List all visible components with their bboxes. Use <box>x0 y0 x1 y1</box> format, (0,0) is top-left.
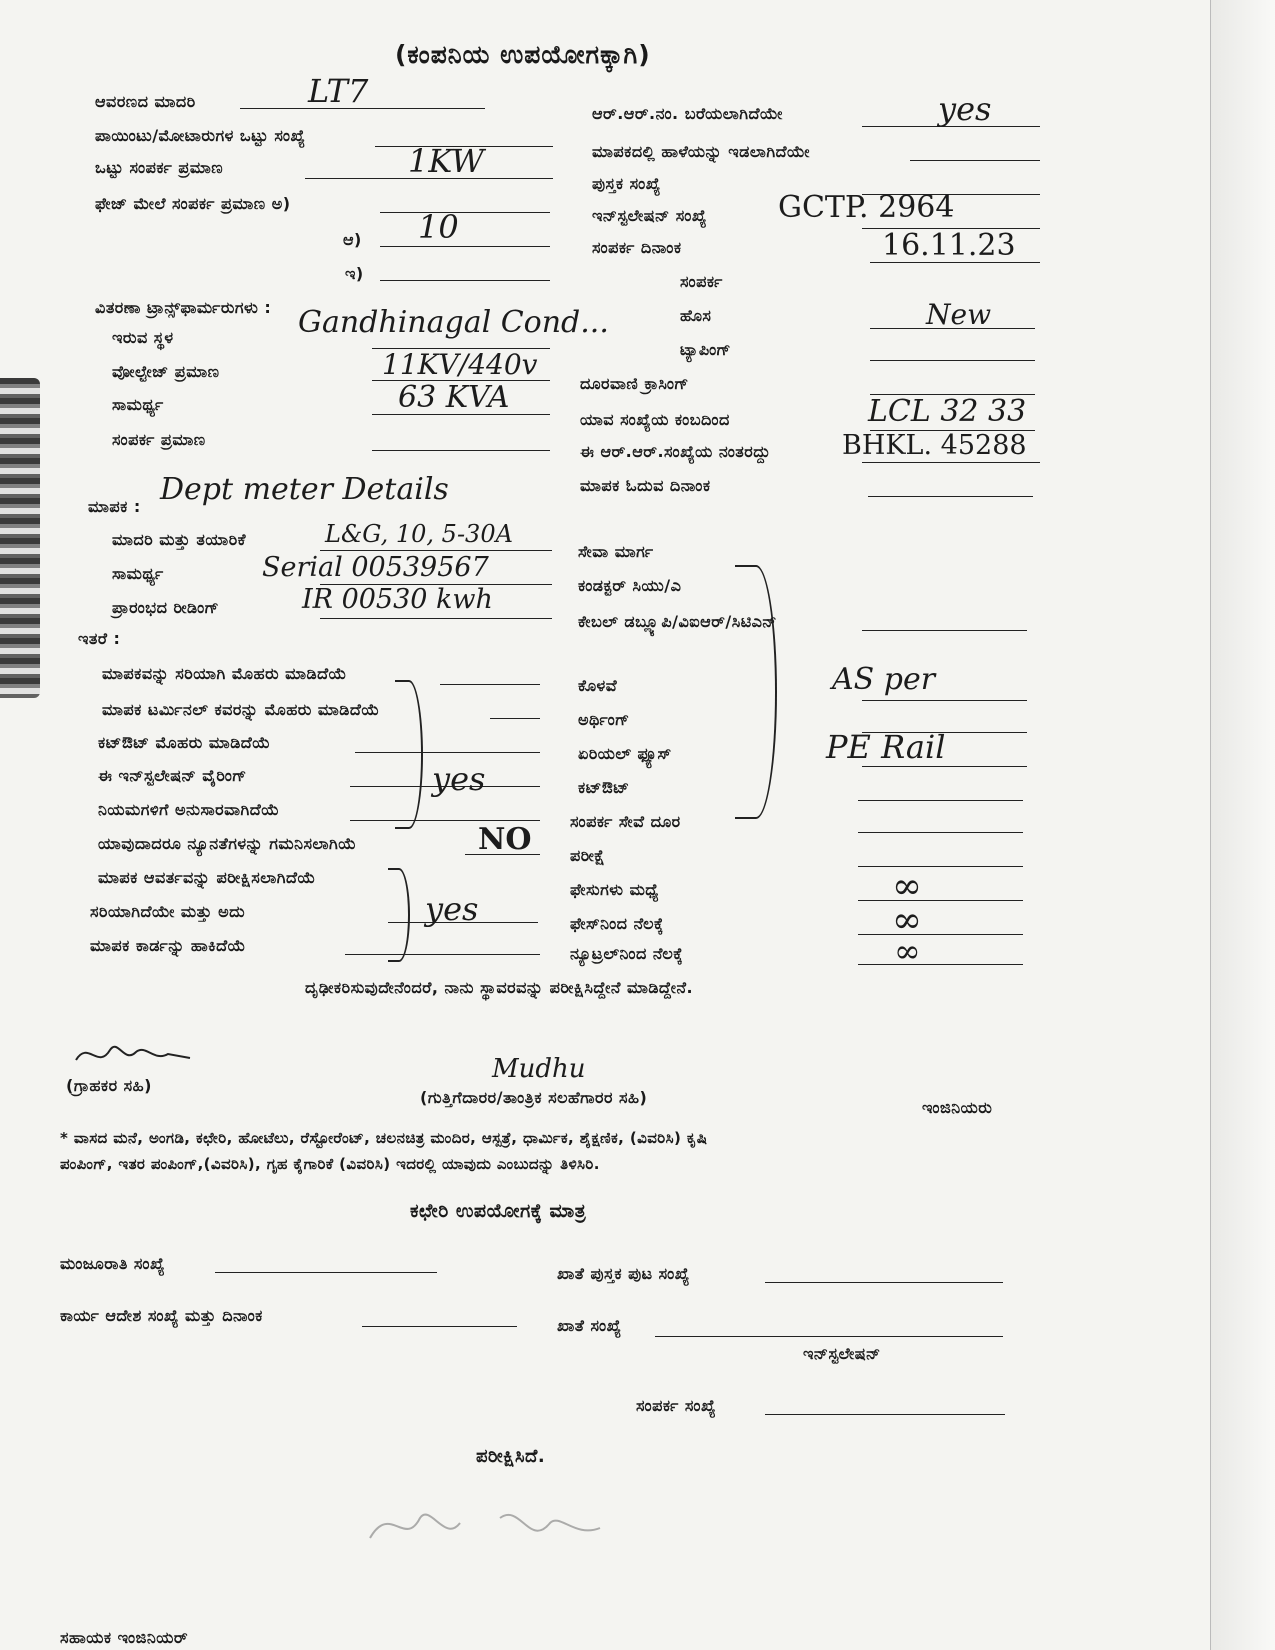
hw-avarana: LT7 <box>308 72 369 110</box>
line-phase-earth <box>858 934 1023 935</box>
label-earthing: ಅರ್ಥಿಂಗ್ <box>578 710 630 729</box>
footnote-line2: ಪಂಪಿಂಗ್, ಇತರ ಪಂಪಿಂಗ್,(ವಿವರಿಸಿ), ಗೃಹ ಕೈಗಾರಿಕೆ (ವಿವರಿಸಿ) ಇದರಲ್ಲಿ ಯಾವುದು ಎಂಬುದನ್ನು ತಿಳಿಸಿರಿ. <box>60 1155 600 1173</box>
label-pole-no: ಯಾವ ಸಂಖ್ಯೆಯ ಕಂಬದಿಂದ <box>580 410 730 429</box>
label-q2: ಮಾಪಕ ಟರ್ಮಿನಲ್ ಕವರನ್ನು ಮೊಹರು ಮಾಡಿದೆಯೆ <box>102 700 380 719</box>
label-phase-aa: ಆ) <box>343 230 362 249</box>
label-sanction-no: ಮಂಜೂರಾತಿ ಸಂಖ್ಯೆ <box>60 1254 166 1273</box>
hw-after-rr: BHKL. 45288 <box>842 430 1027 461</box>
label-ledger-page: ಖಾತೆ ಪುಸ್ತಕ ಪುಟ ಸಂಖ್ಯೆ <box>557 1264 690 1283</box>
label-page-register: ಮಾಪಕದಲ್ಲಿ ಹಾಳೆಯನ್ನು ಇಡಲಾಗಿದೆಯೇ <box>592 142 810 161</box>
line-capacity <box>372 414 550 415</box>
label-phase-load: ಫೇಜ್ ಮೇಲೆ ಸಂಪರ್ಕ ಪ್ರಮಾಣ ಅ) <box>95 194 291 213</box>
hw-infinity-1: ∞ <box>892 866 922 907</box>
label-work-order: ಕಾರ್ಯ ಆದೇಶ ಸಂಖ್ಯೆ ಮತ್ತು ದಿನಾಂಕ <box>60 1306 263 1325</box>
hw-yes-group1: yes <box>432 760 486 798</box>
line-q5 <box>350 820 540 821</box>
label-q5: ನಿಯಮಗಳಿಗೆ ಅನುಸಾರವಾಗಿದೆಯೆ <box>98 800 280 819</box>
line-cable <box>862 630 1027 631</box>
hw-make: L&G, 10, 5-30A <box>325 520 513 548</box>
label-q1: ಮಾಪಕವನ್ನು ಸರಿಯಾಗಿ ಮೊಹರು ಮಾಡಿದೆಯೆ <box>102 664 347 683</box>
line-new <box>870 328 1035 329</box>
hw-capacity: 63 KVA <box>398 380 510 415</box>
hw-total-load: 1KW <box>408 142 485 180</box>
office-use-heading: ಕಛೇರಿ ಉಪಯೋಗಕ್ಕೆ ಮಾತ್ರ <box>410 1200 587 1222</box>
label-phase-earth: ಫೇಸ್‌ನಿಂದ ನೆಲಕ್ಕೆ <box>570 914 664 933</box>
binder-clip <box>0 378 40 698</box>
hw-initial: IR 00530 kwh <box>302 584 493 615</box>
adjacent-page-edge <box>1210 0 1275 1650</box>
line-q2 <box>490 718 540 719</box>
label-connection-no: ಸಂಪರ್ಕ ಸಂಖ್ಯೆ <box>636 1396 716 1415</box>
label-q6: ಯಾವುದಾದರೂ ನ್ಯೂನತೆಗಳನ್ನು ಗಮನಿಸಲಾಗಿಯೆ <box>98 834 357 853</box>
line-reading-date <box>868 496 1033 497</box>
line-q9 <box>345 954 540 955</box>
line-aerial <box>862 766 1027 767</box>
label-meter-capacity: ಸಾಮರ್ಥ್ಯ <box>112 564 164 583</box>
label-conductor: ಕಂಡಕ್ಟರ್ ಸಿಯು/ಎ <box>578 576 682 595</box>
label-phase-i: ಇ) <box>345 264 364 283</box>
label-voltage: ವೋಲ್ಟೇಜ್ ಪ್ರಮಾಣ <box>112 362 220 381</box>
line-neutral-earth <box>858 964 1023 965</box>
brace-group2 <box>388 868 410 962</box>
label-service-distance: ಸಂಪರ್ಕ ಸೇವೆ ದೂರ <box>570 812 681 831</box>
label-tapping: ಟ್ಯಾಪಿಂಗ್ <box>680 340 732 359</box>
hw-infinity-2: ∞ <box>892 900 922 941</box>
label-cutout: ಕಟ್‌ಔಟ್ <box>578 778 630 797</box>
label-initial-reading: ಪ್ರಾರಂಭದ ರೀಡಿಂಗ್ <box>112 598 220 617</box>
label-q4: ಈ ಇನ್‌ಸ್ಟಲೇಷನ್ ವೈರಿಂಗ್ <box>98 766 247 785</box>
line-account-no <box>655 1336 1003 1337</box>
engineers-label: ಇಂಜಿನಿಯರು <box>922 1098 993 1117</box>
asst-engineer-label: ಸಹಾಯಕ ಇಂಜಿನಿಯರ್ <box>60 1628 189 1647</box>
line-test <box>858 866 1023 867</box>
label-account-no: ಖಾತೆ ಸಂಖ್ಯೆ <box>557 1316 622 1335</box>
label-others: ಇತರೆ : <box>78 629 121 648</box>
label-between-phases: ಫೇಸುಗಳು ಮಧ್ಯೆ <box>570 880 659 899</box>
hw-connection-date: 16.11.23 <box>882 228 1016 263</box>
line-connected-load <box>372 450 550 451</box>
line-q3 <box>355 752 540 753</box>
hw-voltage: 11KV/440v <box>382 348 538 381</box>
certify-statement: ದೃಢೀಕರಿಸುವುದೇನೆಂದರೆ, ನಾನು ಸ್ಥಾವರವನ್ನು ಪರೀಕ್ಷಿಸಿದ್ದೇನೆ ಮಾಡಿದ್ದೇನೆ. <box>305 978 694 997</box>
label-q9: ಮಾಪಕ ಕಾರ್ಡನ್ನು ಹಾಕಿದೆಯೆ <box>90 936 246 955</box>
label-capacity: ಸಾಮರ್ಥ್ಯ <box>112 395 164 414</box>
brace-group1 <box>395 680 423 829</box>
customer-sign-label: (ಗ್ರಾಹಕರ ಸಹಿ) <box>66 1076 152 1095</box>
label-connection: ಸಂಪರ್ಕ <box>680 272 723 291</box>
line-make <box>320 550 552 551</box>
label-connection-date: ಸಂಪರ್ಕ ದಿನಾಂಕ <box>592 238 682 257</box>
footnote <box>60 1125 1060 1177</box>
line-between-phases <box>858 900 1023 901</box>
line-after-rr <box>862 462 1040 463</box>
hw-meter-heading: Dept meter Details <box>160 472 449 507</box>
footnote-line1: * ವಾಸದ ಮನೆ, ಅಂಗಡಿ, ಕಛೇರಿ, ಹೋಟೆಲು, ರೆಸ್ಟೋರೆಂಟ್, ಚಲನಚಿತ್ರ ಮಂದಿರ, ಆಸ್ಪತ್ರೆ, ಧಾರ್ಮಿಕ, ಶೈಕ್ಷಣಿಕ, (ವಿವರಿಸಿ) ಕೃಷಿ <box>60 1129 708 1147</box>
label-q3: ಕಟ್‌ಔಟ್ ಮೊಹರು ಮಾಡಿದೆಯೆ <box>98 733 271 752</box>
hw-infinity-3: ∞ <box>894 932 921 970</box>
line-sanction-no <box>215 1272 437 1273</box>
contractor-signature: Mudhu <box>492 1054 586 1084</box>
customer-signature-scribble <box>68 1030 198 1080</box>
label-total-load: ಒಟ್ಟು ಸಂಪರ್ಕ ಪ್ರಮಾಣ <box>95 158 224 177</box>
hw-pole-no: LCL 32 33 <box>868 394 1027 429</box>
line-connection-date <box>870 262 1040 263</box>
hw-pipe: AS per <box>832 662 936 697</box>
hw-yes-group2: yes <box>425 890 479 928</box>
label-location: ಇರುವ ಸ್ಥಳ <box>112 328 174 347</box>
hw-phase-a: 10 <box>418 208 459 246</box>
line-cutout <box>858 800 1023 801</box>
label-aerial-fuse: ಏರಿಯಲ್ ಫ್ಯೂಸ್ <box>578 744 672 763</box>
label-make-model: ಮಾದರಿ ಮತ್ತು ತಯಾರಿಕೆ <box>112 530 246 549</box>
label-points: ಪಾಯಿಂಟು/ಮೋಟಾರುಗಳ ಒಟ್ಟು ಸಂಖ್ಯೆ <box>95 126 306 145</box>
line-work-order <box>362 1326 517 1327</box>
line-q1 <box>440 684 540 685</box>
label-dist-transformers: ವಿತರಣಾ ಟ್ರಾನ್ಸ್‌ಫಾರ್ಮರುಗಳು : <box>95 298 272 317</box>
label-q8: ಸರಿಯಾಗಿದೆಯೇ ಮತ್ತು ಅದು <box>90 902 246 921</box>
brace-service-route <box>735 565 777 819</box>
line-page-register <box>910 160 1040 161</box>
hw-new: New <box>926 298 992 331</box>
contractor-sign-label: (ಗುತ್ತಿಗೆದಾರರ/ತಾಂತ್ರಿಕ ಸಲಹೆಗಾರರ ಸಹಿ) <box>420 1088 648 1107</box>
faint-signature <box>360 1498 620 1558</box>
page-title: (ಕಂಪನಿಯ ಉಪಯೋಗಕ್ಕಾಗಿ) <box>395 40 651 69</box>
label-reading-date: ಮಾಪಕ ಓದುವ ದಿನಾಂಕ <box>580 476 711 495</box>
line-initial <box>320 618 552 619</box>
line-phase-i <box>380 280 550 281</box>
label-q7: ಮಾಪಕ ಆವರ್ತವನ್ನು ಪರೀಕ್ಷಿಸಲಾಗಿದೆಯೆ <box>98 868 316 887</box>
hw-installation-no: GCTP. 2964 <box>778 190 955 225</box>
hw-aerial: PE Rail <box>826 728 946 766</box>
hw-no-defects: NO <box>478 822 532 857</box>
label-pipe: ಕೊಳವೆ <box>578 676 618 695</box>
line-pipe <box>862 700 1027 701</box>
label-rr-written: ಆರ್.ಆರ್.ನಂ. ಬರೆಯಲಾಗಿದೆಯೇ <box>592 104 783 123</box>
label-cable: ಕೇಬಲ್ ಡಬ್ಲ್ಯೂಪಿ/ವಿಐಆರ್/ಸಿಟಿಎನ್ <box>578 612 777 631</box>
line-phase-aa <box>380 246 550 247</box>
label-book-no: ಪುಸ್ತಕ ಸಂಖ್ಯೆ <box>592 174 661 193</box>
line-tapping <box>870 360 1035 361</box>
hw-rr-yes: yes <box>938 90 992 128</box>
hw-location: Gandhinagal Cond... <box>298 305 609 340</box>
label-meter: ಮಾಪಕ : <box>88 497 141 516</box>
label-checked: ಪರೀಕ್ಷಿಸಿದೆ. <box>476 1446 546 1467</box>
line-ledger-page <box>765 1282 1003 1283</box>
label-service-route: ಸೇವಾ ಮಾರ್ಗ <box>578 542 654 561</box>
label-avarana: ಆವರಣದ ಮಾದರಿ <box>95 92 196 111</box>
label-test: ಪರೀಕ್ಷೆ <box>570 846 606 865</box>
line-service-distance <box>858 832 1023 833</box>
label-telephone-crossing: ದೂರವಾಣಿ ಕ್ರಾಸಿಂಗ್ <box>580 374 689 393</box>
label-connected-load: ಸಂಪರ್ಕ ಪ್ರಮಾಣ <box>112 430 206 449</box>
hw-serial: Serial 00539567 <box>262 552 489 583</box>
line-connection-no <box>765 1414 1005 1415</box>
label-installation: ಇನ್‌ಸ್ಟಲೇಷನ್ <box>803 1344 881 1363</box>
label-after-rr: ಈ ಆರ್.ಆರ್.ಸಂಖ್ಯೆಯ ನಂತರದ್ದು <box>580 442 771 461</box>
label-neutral-earth: ನ್ಯೂಟ್ರಲ್‌ನಿಂದ ನೆಲಕ್ಕೆ <box>570 944 684 963</box>
label-new: ಹೊಸ <box>680 306 712 325</box>
line-phase-a <box>380 212 550 213</box>
label-installation-no: ಇನ್‌ಸ್ಟಲೇಷನ್ ಸಂಖ್ಯೆ <box>592 206 707 225</box>
